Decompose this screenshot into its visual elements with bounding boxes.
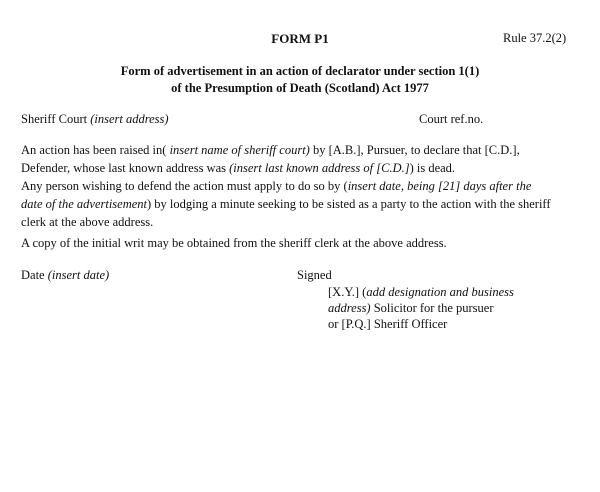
advertisement-date-hint: date of the advertisement: [21, 197, 148, 211]
designation-hint: add designation and business: [366, 285, 514, 299]
sheriff-court-line: [21, 112, 169, 127]
text-run: by [A.B.], Pursuer, to declare that [C.D.],: [309, 143, 520, 157]
address-hint: address): [328, 301, 371, 315]
signed-label: Signed: [297, 268, 332, 282]
form-title: FORM P1: [271, 31, 329, 46]
document-title-line-1: Form of advertisement in an action of declarator under section 1(1): [120, 64, 480, 78]
action-paragraph: [21, 141, 586, 231]
text-run: An action has been raised in(: [21, 143, 170, 157]
copy-writ-paragraph: A copy of the initial writ may be obtained from the sheriff clerk at the above address.: [21, 236, 447, 250]
text-run: clerk at the above address.: [21, 215, 154, 229]
paragraph-line: [21, 159, 586, 177]
text-run: or [P.Q.] Sheriff Officer: [328, 317, 448, 331]
signature-line: [328, 316, 514, 332]
paragraph-line: [21, 213, 586, 231]
paragraph-line: [21, 141, 586, 159]
text-run: ) by lodging a minute seeking to be sisted as a party to the action with the sheriff: [147, 197, 551, 211]
sheriff-court-label: Sheriff Court: [21, 112, 91, 126]
text-run: Solicitor for the pursuer: [370, 301, 494, 315]
text-run: Any person wishing to defend the action must apply to do so by (: [21, 179, 348, 193]
text-run: ) is dead.: [409, 161, 456, 175]
paragraph-line: [21, 177, 586, 195]
court-ref-label: Court ref.no.: [419, 112, 484, 126]
last-address-hint: (insert last known address of [C.D.]: [229, 161, 410, 175]
insert-address-hint: (insert address): [90, 112, 169, 126]
date-hint: insert date, being [21] days after the: [347, 179, 532, 193]
text-run: Defender, whose last known address was: [21, 161, 230, 175]
document-title-line-2: of the Presumption of Death (Scotland) Act 1977: [171, 81, 429, 95]
paragraph-line: [21, 195, 586, 213]
insert-date-hint: (insert date): [47, 268, 110, 282]
signature-line: [328, 300, 514, 316]
date-line: [21, 268, 109, 283]
rule-reference: Rule 37.2(2): [503, 31, 567, 45]
signature-line: [328, 284, 514, 300]
text-run: [X.Y.] (: [328, 285, 367, 299]
date-label: Date: [21, 268, 48, 282]
signature-block: [328, 284, 514, 332]
court-name-hint: insert name of sheriff court): [169, 143, 310, 157]
